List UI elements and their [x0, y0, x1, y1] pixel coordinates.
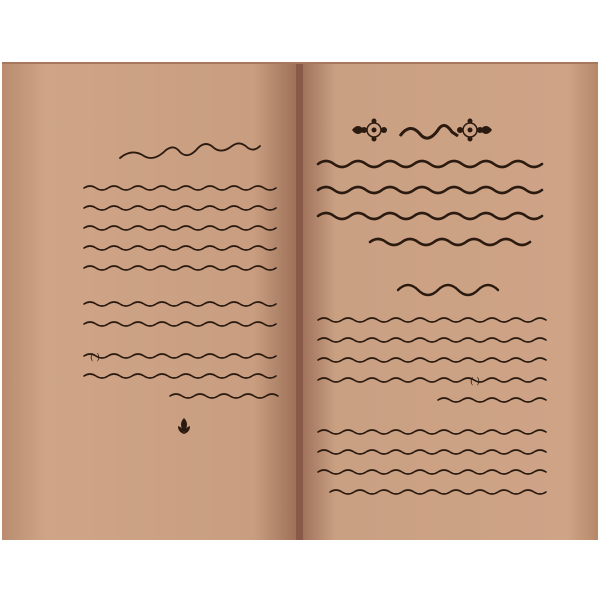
book-spine — [296, 62, 303, 540]
left-page — [2, 62, 298, 540]
parenthetical-text: ( ) — [470, 377, 480, 387]
page-edge-top — [2, 62, 598, 64]
parenthetical-text: ( ) — [90, 353, 100, 363]
right-page — [300, 62, 598, 540]
